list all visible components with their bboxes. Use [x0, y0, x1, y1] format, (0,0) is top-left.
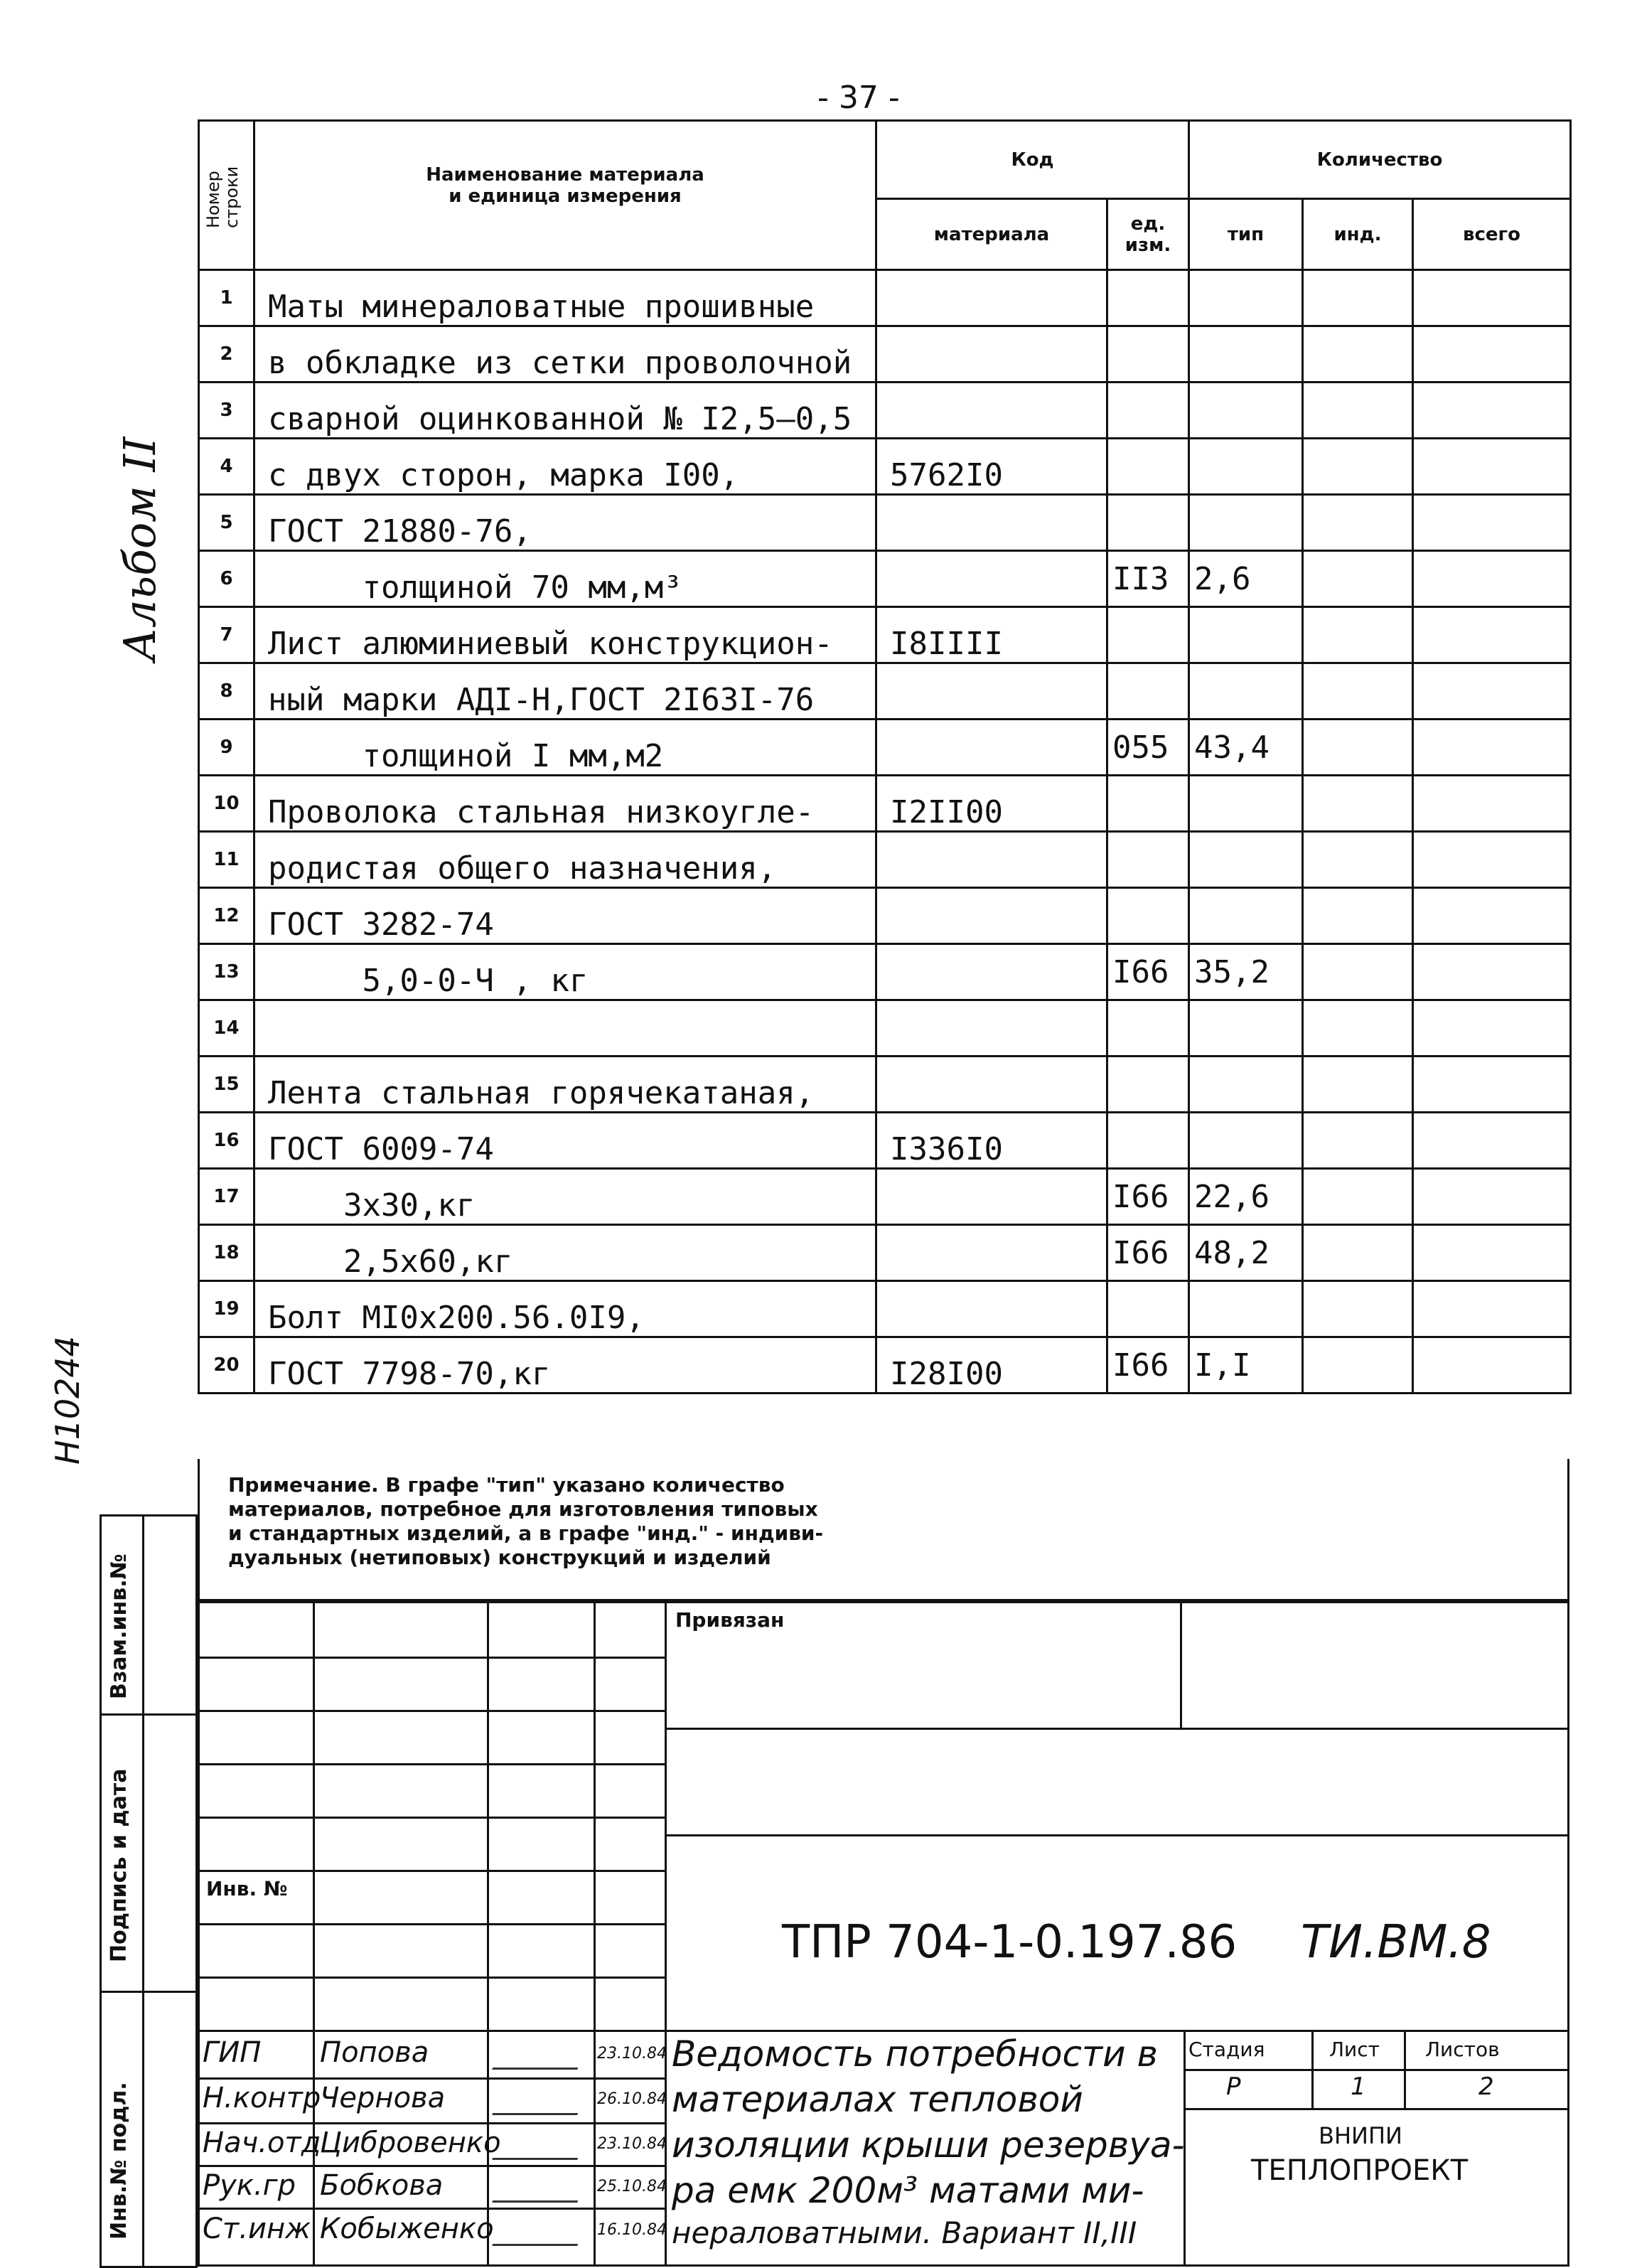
org-line1: ВНИПИ: [1319, 2122, 1402, 2149]
unit-code: II3: [1107, 551, 1189, 607]
signer-role: Рук.гр: [203, 2169, 296, 2202]
unit-code: I66: [1107, 1169, 1189, 1225]
row-number: 12: [199, 888, 254, 944]
row-number: 2: [199, 326, 254, 383]
quantity-total: [1413, 1281, 1571, 1337]
album-label: Альбом II: [114, 437, 166, 661]
quantity-total: [1413, 832, 1571, 888]
document-designation: ТПР 704-1-0.197.86: [782, 1916, 1238, 1969]
signature-mark: [492, 2129, 589, 2160]
material-code: [876, 326, 1107, 383]
table-row: [199, 270, 1571, 326]
header-row-number: Номер строки: [199, 121, 254, 270]
quantity-type: [1189, 495, 1303, 551]
row-number: 7: [199, 607, 254, 663]
table-row: [199, 1225, 1571, 1281]
quantity-ind: [1303, 776, 1413, 832]
org-line2: ТЕПЛОПРОЕКТ: [1251, 2154, 1469, 2187]
signer-date: 23.10.84: [597, 2045, 667, 2063]
unit-code: [1107, 607, 1189, 663]
quantity-total: [1413, 551, 1571, 607]
material-code: [876, 1225, 1107, 1281]
material-code: 5762I0: [876, 439, 1107, 495]
page-number: - 37 -: [817, 80, 900, 116]
row-number: 1: [199, 270, 254, 326]
signer-name: Цибровенко: [320, 2127, 501, 2159]
material-name: 3х30,кг: [254, 1169, 876, 1225]
row-number: 20: [199, 1337, 254, 1394]
material-name: 2,5х60,кг: [254, 1225, 876, 1281]
sheets-value: 2: [1478, 2072, 1494, 2101]
quantity-type: [1189, 1000, 1303, 1057]
quantity-ind: [1303, 1000, 1413, 1057]
signer-role: Н.контр: [203, 2082, 321, 2114]
quantity-type: [1189, 776, 1303, 832]
unit-code: [1107, 1057, 1189, 1113]
material-name: в обкладке из сетки проволочной: [254, 326, 876, 383]
material-code: I28I00: [876, 1337, 1107, 1394]
table-row: [199, 607, 1571, 663]
quantity-total: [1413, 888, 1571, 944]
note-text: Примечание. В графе "тип" указано количество материалов, потребное для изготовления типовых и стандартных изделий, а в графе "инд." - индиви- дуальных (нетиповых) конструкций и изделий: [228, 1473, 824, 1569]
material-name: родистая общего назначения,: [254, 832, 876, 888]
unit-code: I66: [1107, 1225, 1189, 1281]
document-title-line: изоляции крыши резервуа-: [672, 2124, 1185, 2166]
quantity-ind: [1303, 439, 1413, 495]
quantity-type: [1189, 663, 1303, 720]
table-row: [199, 326, 1571, 383]
quantity-type: [1189, 1113, 1303, 1169]
sheet-value: 1: [1351, 2072, 1366, 2101]
quantity-ind: [1303, 1281, 1413, 1337]
quantity-total: [1413, 1169, 1571, 1225]
unit-code: 055: [1107, 720, 1189, 776]
side-label-inv-podl: Инв.№ подл.: [107, 2082, 132, 2240]
row-number: 5: [199, 495, 254, 551]
signer-name: Попова: [320, 2036, 429, 2069]
quantity-total: [1413, 720, 1571, 776]
unit-code: [1107, 663, 1189, 720]
row-number: 17: [199, 1169, 254, 1225]
signer-date: 25.10.84: [597, 2178, 667, 2195]
quantity-type: [1189, 607, 1303, 663]
quantity-ind: [1303, 888, 1413, 944]
material-name: [254, 1000, 876, 1057]
table-row: [199, 888, 1571, 944]
material-code: [876, 1057, 1107, 1113]
material-code: I2II00: [876, 776, 1107, 832]
quantity-total: [1413, 326, 1571, 383]
table-row: [199, 832, 1571, 888]
material-code: [876, 1281, 1107, 1337]
row-number: 10: [199, 776, 254, 832]
row-number: 15: [199, 1057, 254, 1113]
quantity-type: 35,2: [1189, 944, 1303, 1000]
header-q-ind: инд.: [1303, 199, 1413, 270]
material-name: Лента стальная горячекатаная,: [254, 1057, 876, 1113]
table-row: [199, 495, 1571, 551]
material-name: ГОСТ 6009-74: [254, 1113, 876, 1169]
quantity-total: [1413, 495, 1571, 551]
unit-code: [1107, 832, 1189, 888]
quantity-type: 2,6: [1189, 551, 1303, 607]
header-code-material: материала: [876, 199, 1107, 270]
quantity-ind: [1303, 944, 1413, 1000]
unit-code: [1107, 495, 1189, 551]
unit-code: [1107, 1113, 1189, 1169]
unit-code: [1107, 888, 1189, 944]
quantity-total: [1413, 944, 1571, 1000]
quantity-total: [1413, 1057, 1571, 1113]
header-name: Наименование материала и единица измерения: [254, 121, 876, 270]
unit-code: I66: [1107, 944, 1189, 1000]
unit-code: I66: [1107, 1337, 1189, 1394]
quantity-ind: [1303, 720, 1413, 776]
table-row: [199, 551, 1571, 607]
quantity-ind: [1303, 832, 1413, 888]
side-label-podpis: Подпись и дата: [107, 1768, 132, 1962]
note-box: [198, 1459, 1569, 1601]
header-q-total: всего: [1413, 199, 1571, 270]
quantity-total: [1413, 663, 1571, 720]
sheet-label: Лист: [1329, 2038, 1380, 2061]
sheet-mark: ТИ.ВМ.8: [1301, 1916, 1491, 1969]
table-row: [199, 1113, 1571, 1169]
quantity-type: 43,4: [1189, 720, 1303, 776]
material-name: ГОСТ 3282-74: [254, 888, 876, 944]
unit-code: [1107, 1000, 1189, 1057]
row-number: 13: [199, 944, 254, 1000]
row-number: 18: [199, 1225, 254, 1281]
table-row: [199, 439, 1571, 495]
table-row: [199, 1281, 1571, 1337]
header-code-unit: ед. изм.: [1107, 199, 1189, 270]
row-number: 3: [199, 383, 254, 439]
quantity-type: [1189, 832, 1303, 888]
material-code: I8IIII: [876, 607, 1107, 663]
header-quantity: Количество: [1189, 121, 1571, 199]
document-title-line: ра емк 200м³ матами ми-: [672, 2170, 1144, 2211]
signer-role: Нач.отд: [203, 2127, 321, 2159]
document-title-line: нераловатными. Вариант II,III: [672, 2215, 1137, 2250]
signer-date: 26.10.84: [597, 2090, 667, 2108]
header-code: Код: [876, 121, 1189, 199]
quantity-total: [1413, 1225, 1571, 1281]
material-code: [876, 944, 1107, 1000]
table-row: [199, 944, 1571, 1000]
quantity-ind: [1303, 1337, 1413, 1394]
quantity-ind: [1303, 1225, 1413, 1281]
signature-mark: [492, 2172, 589, 2203]
quantity-ind: [1303, 1169, 1413, 1225]
quantity-total: [1413, 383, 1571, 439]
row-number: 4: [199, 439, 254, 495]
material-name: Проволока стальная низкоугле-: [254, 776, 876, 832]
signer-date: 23.10.84: [597, 2135, 667, 2153]
privyazan-label: Привязан: [675, 1608, 785, 1632]
signer-date: 16.10.84: [597, 2221, 667, 2239]
table-row: [199, 1000, 1571, 1057]
row-number: 8: [199, 663, 254, 720]
document-code: Н10244: [48, 1336, 87, 1465]
row-number: 16: [199, 1113, 254, 1169]
material-code: [876, 551, 1107, 607]
quantity-total: [1413, 270, 1571, 326]
material-name: ГОСТ 7798-70,кг: [254, 1337, 876, 1394]
unit-code: [1107, 776, 1189, 832]
unit-code: [1107, 270, 1189, 326]
quantity-ind: [1303, 326, 1413, 383]
sheets-label: Листов: [1425, 2038, 1500, 2061]
quantity-type: [1189, 888, 1303, 944]
material-code: [876, 832, 1107, 888]
stage-label: Стадия: [1188, 2038, 1265, 2061]
signer-name: Кобыженко: [320, 2213, 494, 2245]
quantity-type: I,I: [1189, 1337, 1303, 1394]
signer-name: Бобкова: [320, 2169, 444, 2202]
quantity-type: [1189, 1057, 1303, 1113]
material-code: [876, 383, 1107, 439]
stage-value: Р: [1226, 2072, 1241, 2101]
material-name: с двух сторон, марка I00,: [254, 439, 876, 495]
unit-code: [1107, 383, 1189, 439]
row-number: 14: [199, 1000, 254, 1057]
header-q-type: тип: [1189, 199, 1303, 270]
table-row: [199, 383, 1571, 439]
quantity-total: [1413, 1337, 1571, 1394]
material-code: [876, 720, 1107, 776]
quantity-ind: [1303, 607, 1413, 663]
material-code: [876, 495, 1107, 551]
quantity-ind: [1303, 663, 1413, 720]
material-name: сварной оцинкованной № I2,5–0,5: [254, 383, 876, 439]
unit-code: [1107, 439, 1189, 495]
table-row: [199, 1337, 1571, 1394]
table-row: [199, 1169, 1571, 1225]
material-name: 5,0-0-Ч , кг: [254, 944, 876, 1000]
signer-role: ГИП: [203, 2036, 262, 2069]
inv-no-label: Инв. №: [206, 1877, 288, 1900]
table-row: [199, 776, 1571, 832]
material-name: Болт МI0х200.56.0I9,: [254, 1281, 876, 1337]
document-title-line: материалах тепловой: [672, 2079, 1083, 2120]
quantity-ind: [1303, 270, 1413, 326]
materials-table: [198, 119, 1572, 1394]
quantity-ind: [1303, 1113, 1413, 1169]
quantity-total: [1413, 776, 1571, 832]
material-code: I336I0: [876, 1113, 1107, 1169]
material-code: [876, 888, 1107, 944]
quantity-total: [1413, 1113, 1571, 1169]
material-name: Маты минераловатные прошивные: [254, 270, 876, 326]
quantity-total: [1413, 439, 1571, 495]
signer-role: Ст.инж: [203, 2213, 311, 2245]
quantity-type: [1189, 270, 1303, 326]
material-name: Лист алюминиевый конструкцион-: [254, 607, 876, 663]
document-title-line: Ведомость потребности в: [672, 2033, 1159, 2075]
row-number: 9: [199, 720, 254, 776]
quantity-ind: [1303, 551, 1413, 607]
table-row: [199, 720, 1571, 776]
row-number: 19: [199, 1281, 254, 1337]
quantity-type: [1189, 1281, 1303, 1337]
row-number: 6: [199, 551, 254, 607]
side-label-vzam: Взам.инв.№: [107, 1553, 132, 1699]
signer-name: Чернова: [320, 2082, 446, 2114]
signature-mark: [492, 2215, 589, 2246]
quantity-ind: [1303, 495, 1413, 551]
quantity-ind: [1303, 1057, 1413, 1113]
quantity-ind: [1303, 383, 1413, 439]
material-code: [876, 663, 1107, 720]
table-row: [199, 663, 1571, 720]
quantity-type: 48,2: [1189, 1225, 1303, 1281]
material-code: [876, 1169, 1107, 1225]
quantity-type: [1189, 326, 1303, 383]
material-code: [876, 270, 1107, 326]
unit-code: [1107, 1281, 1189, 1337]
material-name: толщиной I мм,м2: [254, 720, 876, 776]
quantity-type: 22,6: [1189, 1169, 1303, 1225]
quantity-type: [1189, 439, 1303, 495]
material-name: толщиной 70 мм,м³: [254, 551, 876, 607]
table-row: [199, 1057, 1571, 1113]
quantity-total: [1413, 607, 1571, 663]
material-name: ГОСТ 21880-76,: [254, 495, 876, 551]
quantity-total: [1413, 1000, 1571, 1057]
material-code: [876, 1000, 1107, 1057]
signature-mark: [492, 2039, 589, 2070]
material-name: ный марки АДI-Н,ГОСТ 2I63I-76: [254, 663, 876, 720]
signature-mark: [492, 2085, 589, 2115]
quantity-type: [1189, 383, 1303, 439]
row-number: 11: [199, 832, 254, 888]
unit-code: [1107, 326, 1189, 383]
